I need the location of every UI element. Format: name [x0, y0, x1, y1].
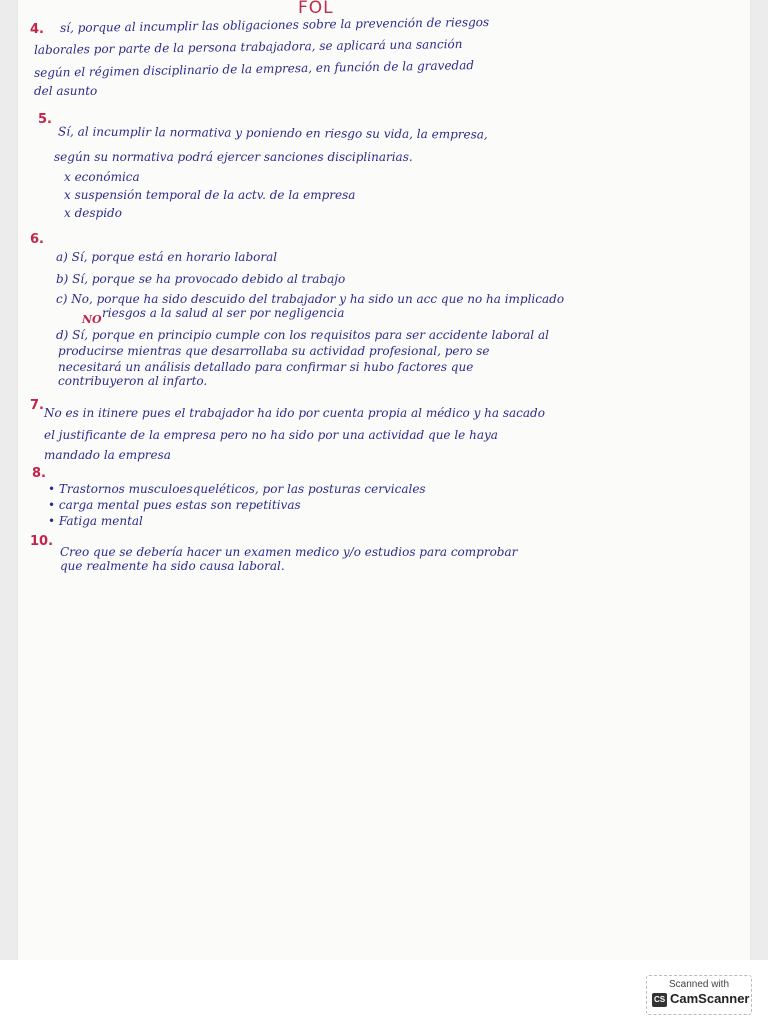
- question-10-number: 10.: [30, 534, 54, 549]
- q5-item-3: x despido: [64, 206, 122, 220]
- question-7-number: 7.: [30, 398, 44, 413]
- q6-answer-d-line-3: necesitará un análisis detallado para confirmar si hubo factores que: [58, 360, 474, 374]
- q5-line-2: según su normativa podrá ejercer sanciones disciplinarias.: [54, 150, 413, 164]
- q6-answer-c-line-2: riesgos a la salud al ser por negligencia: [102, 306, 345, 320]
- q4-line-2: laborales por parte de la persona trabajadora, se aplicará una sanción: [33, 37, 463, 57]
- q10-line-2: que realmente ha sido causa laboral.: [60, 559, 285, 573]
- badge-scanned-with: Scanned with: [668, 979, 730, 990]
- q6-answer-a: a) Sí, porque está en horario laboral: [56, 250, 278, 264]
- q6-answer-d-line-2: producirse mientras que desarrollaba su actividad profesional, pero se: [58, 344, 490, 358]
- q6-no-mark: NO: [82, 313, 102, 326]
- q7-line-3: mandado la empresa: [44, 448, 171, 462]
- q7-line-1: No es in itinere pues el trabajador ha ido por cuenta propia al médico y ha sacado: [44, 406, 545, 420]
- q6-answer-c-line-1: c) No, porque ha sido descuido del trabajador y ha sido un acc que no ha implicado: [56, 292, 565, 306]
- paper-sheet: [18, 0, 750, 960]
- q4-line-3: según el régimen disciplinario de la empresa, en función de la gravedad: [33, 58, 475, 80]
- q8-item-1: • Trastornos musculoesqueléticos, por las posturas cervicales: [48, 482, 426, 496]
- q6-answer-d-line-1: d) Sí, porque en principio cumple con los requisitos para ser accidente laboral al: [56, 328, 549, 342]
- q6-answer-d-line-4: contribuyeron al infarto.: [58, 374, 208, 388]
- question-5-number: 5.: [38, 112, 52, 127]
- camscanner-logo-icon: CS: [652, 993, 667, 1007]
- question-8-number: 8.: [32, 466, 46, 481]
- q4-line-1: sí, porque al incumplir las obligaciones sobre la prevención de riesgos: [59, 15, 490, 35]
- q5-line-1: Sí, al incumplir la normativa y poniendo en riesgo su vida, la empresa,: [57, 124, 488, 142]
- question-6-number: 6.: [30, 232, 44, 247]
- q5-item-2: x suspensión temporal de la actv. de la empresa: [64, 188, 356, 202]
- page-title: FOL: [298, 0, 334, 18]
- q8-item-2: • carga mental pues estas son repetitivas: [48, 498, 301, 512]
- q8-item-3: • Fatiga mental: [48, 514, 143, 528]
- q7-line-2: el justificante de la empresa pero no ha sido por una actividad que le haya: [44, 428, 498, 442]
- question-4-number: 4.: [30, 22, 44, 37]
- q4-line-4: del asunto: [34, 84, 98, 98]
- q6-answer-b: b) Sí, porque se ha provocado debido al trabajo: [56, 272, 346, 286]
- q10-line-1: Creo que se debería hacer un examen medico y/o estudios para comprobar: [60, 545, 518, 559]
- camscanner-badge: [646, 975, 752, 1015]
- badge-brand-name: CamScanner: [670, 991, 750, 1006]
- q5-item-1: x económica: [64, 170, 140, 184]
